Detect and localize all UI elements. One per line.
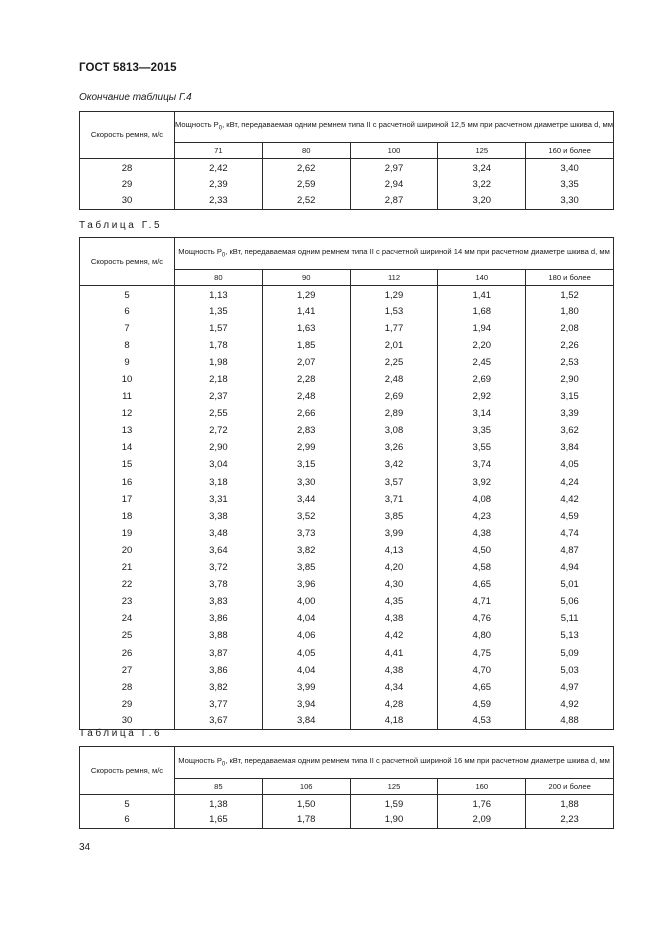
- table-row: [80, 320, 614, 337]
- speed-cell: 21: [80, 559, 175, 576]
- power-header-sub: 0: [221, 252, 226, 259]
- power-cell: 1,90: [350, 812, 438, 829]
- power-cell: 2,83: [262, 422, 350, 439]
- power-cell: 2,72: [175, 422, 263, 439]
- power-cell: 1,57: [175, 320, 263, 337]
- speed-cell: 10: [80, 371, 175, 388]
- power-cell: 4,59: [526, 508, 614, 525]
- power-cell: 3,85: [350, 508, 438, 525]
- power-cell: 3,83: [175, 593, 263, 610]
- speed-cell: 9: [80, 354, 175, 371]
- speed-cell: 24: [80, 610, 175, 627]
- diameter-header: 112: [350, 270, 438, 286]
- power-cell: 2,09: [438, 812, 526, 829]
- table-g6: [79, 746, 614, 829]
- power-cell: 3,38: [175, 508, 263, 525]
- power-cell: 1,98: [175, 354, 263, 371]
- power-cell: 4,94: [526, 559, 614, 576]
- power-cell: 3,64: [175, 542, 263, 559]
- power-cell: 4,53: [438, 713, 526, 730]
- power-cell: 4,76: [438, 610, 526, 627]
- power-cell: 1,59: [350, 795, 438, 812]
- speed-cell: 28: [80, 679, 175, 696]
- power-cell: 2,25: [350, 354, 438, 371]
- power-cell: 4,50: [438, 542, 526, 559]
- power-cell: 3,14: [438, 405, 526, 422]
- power-cell: 4,42: [350, 627, 438, 644]
- power-cell: 2,69: [350, 388, 438, 405]
- power-cell: 4,04: [262, 610, 350, 627]
- power-cell: 1,41: [438, 286, 526, 303]
- table-row: [80, 795, 614, 812]
- power-cell: 2,33: [175, 193, 263, 210]
- speed-header: Скорость ремня, м/с: [80, 747, 175, 795]
- power-cell: 3,40: [526, 159, 614, 176]
- power-cell: 4,28: [350, 696, 438, 713]
- table-row: [80, 662, 614, 679]
- speed-cell: 22: [80, 576, 175, 593]
- power-cell: 3,82: [175, 679, 263, 696]
- power-cell: 2,55: [175, 405, 263, 422]
- diameter-header: 90: [262, 270, 350, 286]
- power-cell: 3,74: [438, 456, 526, 473]
- speed-cell: 19: [80, 525, 175, 542]
- power-cell: 3,48: [175, 525, 263, 542]
- power-cell: 1,88: [526, 795, 614, 812]
- table-row: [80, 303, 614, 320]
- power-cell: 3,22: [438, 176, 526, 193]
- table-row: [80, 388, 614, 405]
- power-cell: 3,82: [262, 542, 350, 559]
- power-cell: 2,62: [262, 159, 350, 176]
- power-cell: 3,30: [262, 474, 350, 491]
- power-cell: 4,20: [350, 559, 438, 576]
- speed-cell: 29: [80, 176, 175, 193]
- speed-cell: 17: [80, 491, 175, 508]
- power-cell: 5,03: [526, 662, 614, 679]
- speed-cell: 27: [80, 662, 175, 679]
- power-cell: 2,20: [438, 337, 526, 354]
- power-cell: 4,71: [438, 593, 526, 610]
- power-header-pre: Мощность P: [178, 755, 222, 765]
- power-cell: 2,90: [175, 439, 263, 456]
- power-cell: 3,86: [175, 662, 263, 679]
- speed-cell: 30: [80, 713, 175, 730]
- table-row: [80, 371, 614, 388]
- power-cell: 4,08: [438, 491, 526, 508]
- power-cell: 2,66: [262, 405, 350, 422]
- speed-cell: 15: [80, 456, 175, 473]
- diameter-header: 140: [438, 270, 526, 286]
- power-cell: 4,59: [438, 696, 526, 713]
- power-cell: 3,71: [350, 491, 438, 508]
- diameter-header: 160 и более: [526, 143, 614, 159]
- power-cell: 1,94: [438, 320, 526, 337]
- power-cell: 3,15: [526, 388, 614, 405]
- table-row: [80, 422, 614, 439]
- speed-cell: 6: [80, 812, 175, 829]
- power-cell: 1,77: [350, 320, 438, 337]
- table-row: [80, 159, 614, 176]
- power-cell: 1,63: [262, 320, 350, 337]
- table-g4-caption: Окончание таблицы Г.4: [79, 92, 192, 103]
- power-cell: 4,24: [526, 474, 614, 491]
- power-cell: 4,00: [262, 593, 350, 610]
- power-header: [175, 112, 614, 143]
- speed-cell: 30: [80, 193, 175, 210]
- table-row: [80, 508, 614, 525]
- table-row: [80, 439, 614, 456]
- table-row: [80, 627, 614, 644]
- power-cell: 3,04: [175, 456, 263, 473]
- power-cell: 2,28: [262, 371, 350, 388]
- diameter-header: 106: [262, 779, 350, 795]
- power-cell: 4,04: [262, 662, 350, 679]
- power-cell: 1,80: [526, 303, 614, 320]
- power-cell: 3,31: [175, 491, 263, 508]
- power-cell: 1,76: [438, 795, 526, 812]
- power-cell: 4,35: [350, 593, 438, 610]
- speed-cell: 25: [80, 627, 175, 644]
- power-cell: 4,38: [438, 525, 526, 542]
- power-cell: 3,57: [350, 474, 438, 491]
- table-row: [80, 474, 614, 491]
- power-cell: 2,07: [262, 354, 350, 371]
- power-cell: 3,18: [175, 474, 263, 491]
- power-cell: 4,38: [350, 662, 438, 679]
- power-cell: 2,59: [262, 176, 350, 193]
- table-row: [80, 193, 614, 210]
- power-cell: 3,86: [175, 610, 263, 627]
- table-row: [80, 542, 614, 559]
- table-g4: [79, 111, 614, 210]
- diameter-header: 80: [175, 270, 263, 286]
- power-cell: 3,55: [438, 439, 526, 456]
- table-row: [80, 525, 614, 542]
- diameter-header: 125: [350, 779, 438, 795]
- power-cell: 4,70: [438, 662, 526, 679]
- power-cell: 2,26: [526, 337, 614, 354]
- power-header-pre: Мощность P: [175, 120, 219, 130]
- power-cell: 4,30: [350, 576, 438, 593]
- power-cell: 2,52: [262, 193, 350, 210]
- power-cell: 1,52: [526, 286, 614, 303]
- table-g5-caption: Таблица Г.5: [79, 220, 163, 231]
- power-cell: 5,01: [526, 576, 614, 593]
- table-row: [80, 812, 614, 829]
- speed-cell: 5: [80, 795, 175, 812]
- diameter-header: 100: [350, 143, 438, 159]
- power-cell: 4,41: [350, 644, 438, 661]
- power-cell: 3,62: [526, 422, 614, 439]
- power-header: [175, 747, 614, 779]
- power-cell: 3,96: [262, 576, 350, 593]
- power-cell: 4,06: [262, 627, 350, 644]
- power-cell: 4,05: [526, 456, 614, 473]
- table-g5: [79, 237, 614, 730]
- speed-header: Скорость ремня, м/с: [80, 112, 175, 159]
- speed-cell: 26: [80, 644, 175, 661]
- power-cell: 4,42: [526, 491, 614, 508]
- speed-cell: 14: [80, 439, 175, 456]
- diameter-header: 160: [438, 779, 526, 795]
- power-header-post: , кВт, передаваемая одним ремнем типа II с расчетной шириной 14 мм при расчетном диаметре шкива d, мм: [225, 246, 610, 256]
- power-cell: 2,45: [438, 354, 526, 371]
- power-cell: 4,87: [526, 542, 614, 559]
- power-cell: 1,41: [262, 303, 350, 320]
- table-row: [80, 679, 614, 696]
- power-cell: 1,13: [175, 286, 263, 303]
- power-header-post: , кВт, передаваемая одним ремнем типа II с расчетной шириной 16 мм при расчетном диаметре шкива d, мм: [225, 755, 610, 765]
- power-cell: 5,13: [526, 627, 614, 644]
- speed-cell: 6: [80, 303, 175, 320]
- power-cell: 3,77: [175, 696, 263, 713]
- power-cell: 4,92: [526, 696, 614, 713]
- power-cell: 4,38: [350, 610, 438, 627]
- power-cell: 3,26: [350, 439, 438, 456]
- power-cell: 4,80: [438, 627, 526, 644]
- speed-cell: 5: [80, 286, 175, 303]
- power-cell: 4,05: [262, 644, 350, 661]
- speed-cell: 13: [80, 422, 175, 439]
- power-cell: 3,39: [526, 405, 614, 422]
- table-row: [80, 696, 614, 713]
- power-cell: 3,88: [175, 627, 263, 644]
- diameter-header: 71: [175, 143, 263, 159]
- power-cell: 2,48: [350, 371, 438, 388]
- power-cell: 2,94: [350, 176, 438, 193]
- speed-cell: 18: [80, 508, 175, 525]
- power-cell: 1,65: [175, 812, 263, 829]
- power-cell: 3,35: [438, 422, 526, 439]
- power-cell: 1,68: [438, 303, 526, 320]
- power-cell: 4,18: [350, 713, 438, 730]
- power-cell: 2,89: [350, 405, 438, 422]
- power-cell: 3,15: [262, 456, 350, 473]
- power-cell: 4,23: [438, 508, 526, 525]
- power-cell: 2,23: [526, 812, 614, 829]
- table-row: [80, 644, 614, 661]
- table-row: [80, 354, 614, 371]
- table-row: [80, 576, 614, 593]
- speed-cell: 29: [80, 696, 175, 713]
- power-cell: 3,42: [350, 456, 438, 473]
- power-cell: 1,29: [350, 286, 438, 303]
- power-cell: 3,20: [438, 193, 526, 210]
- power-cell: 3,35: [526, 176, 614, 193]
- power-cell: 3,99: [350, 525, 438, 542]
- table-row: [80, 337, 614, 354]
- power-cell: 2,08: [526, 320, 614, 337]
- speed-header: Скорость ремня, м/с: [80, 238, 175, 286]
- speed-cell: 20: [80, 542, 175, 559]
- power-cell: 3,67: [175, 713, 263, 730]
- power-cell: 4,88: [526, 713, 614, 730]
- power-cell: 3,84: [262, 713, 350, 730]
- power-cell: 3,24: [438, 159, 526, 176]
- diameter-header: 80: [262, 143, 350, 159]
- power-cell: 1,78: [262, 812, 350, 829]
- speed-cell: 7: [80, 320, 175, 337]
- power-cell: 1,53: [350, 303, 438, 320]
- power-cell: 1,35: [175, 303, 263, 320]
- power-cell: 4,97: [526, 679, 614, 696]
- power-cell: 3,30: [526, 193, 614, 210]
- table-row: [80, 610, 614, 627]
- speed-cell: 8: [80, 337, 175, 354]
- diameter-header: 85: [175, 779, 263, 795]
- power-cell: 5,11: [526, 610, 614, 627]
- power-cell: 3,94: [262, 696, 350, 713]
- power-cell: 2,99: [262, 439, 350, 456]
- table-row: [80, 559, 614, 576]
- power-cell: 2,37: [175, 388, 263, 405]
- power-cell: 2,69: [438, 371, 526, 388]
- table-row: [80, 176, 614, 193]
- power-cell: 4,75: [438, 644, 526, 661]
- diameter-header: 125: [438, 143, 526, 159]
- power-cell: 2,90: [526, 371, 614, 388]
- power-cell: 4,65: [438, 576, 526, 593]
- power-cell: 4,13: [350, 542, 438, 559]
- power-cell: 4,65: [438, 679, 526, 696]
- page-number: 34: [79, 842, 91, 853]
- speed-cell: 11: [80, 388, 175, 405]
- power-cell: 3,78: [175, 576, 263, 593]
- table-g6-caption: Таблица Г.6: [79, 728, 163, 739]
- speed-cell: 23: [80, 593, 175, 610]
- power-cell: 2,01: [350, 337, 438, 354]
- power-cell: 3,85: [262, 559, 350, 576]
- table-row: [80, 491, 614, 508]
- power-cell: 3,73: [262, 525, 350, 542]
- power-cell: 3,44: [262, 491, 350, 508]
- power-cell: 3,08: [350, 422, 438, 439]
- power-cell: 3,99: [262, 679, 350, 696]
- table-row: [80, 286, 614, 303]
- power-cell: 5,09: [526, 644, 614, 661]
- table-row: [80, 405, 614, 422]
- power-header-pre: Мощность P: [178, 246, 222, 256]
- power-cell: 2,87: [350, 193, 438, 210]
- power-cell: 3,52: [262, 508, 350, 525]
- standard-designation: ГОСТ 5813—2015: [79, 62, 177, 74]
- power-cell: 1,85: [262, 337, 350, 354]
- power-cell: 3,92: [438, 474, 526, 491]
- power-cell: 1,50: [262, 795, 350, 812]
- table-row: [80, 456, 614, 473]
- power-cell: 4,34: [350, 679, 438, 696]
- table-row: [80, 593, 614, 610]
- power-cell: 3,84: [526, 439, 614, 456]
- speed-cell: 16: [80, 474, 175, 491]
- power-header-post: , кВт, передаваемая одним ремнем типа II с расчетной шириной 12,5 мм при расчетном диаметре шкива d, мм: [222, 120, 613, 130]
- power-cell: 2,18: [175, 371, 263, 388]
- power-header-sub: 0: [218, 125, 223, 132]
- power-cell: 2,39: [175, 176, 263, 193]
- speed-cell: 28: [80, 159, 175, 176]
- power-header-sub: 0: [221, 761, 226, 768]
- power-cell: 2,92: [438, 388, 526, 405]
- power-cell: 4,58: [438, 559, 526, 576]
- diameter-header: 200 и более: [526, 779, 614, 795]
- speed-cell: 12: [80, 405, 175, 422]
- power-cell: 2,53: [526, 354, 614, 371]
- power-cell: 1,38: [175, 795, 263, 812]
- power-cell: 2,42: [175, 159, 263, 176]
- power-cell: 1,29: [262, 286, 350, 303]
- power-cell: 2,97: [350, 159, 438, 176]
- power-cell: 4,74: [526, 525, 614, 542]
- power-cell: 5,06: [526, 593, 614, 610]
- power-cell: 2,48: [262, 388, 350, 405]
- diameter-header: 180 и более: [526, 270, 614, 286]
- power-cell: 3,87: [175, 644, 263, 661]
- power-header: [175, 238, 614, 270]
- power-cell: 3,72: [175, 559, 263, 576]
- power-cell: 1,78: [175, 337, 263, 354]
